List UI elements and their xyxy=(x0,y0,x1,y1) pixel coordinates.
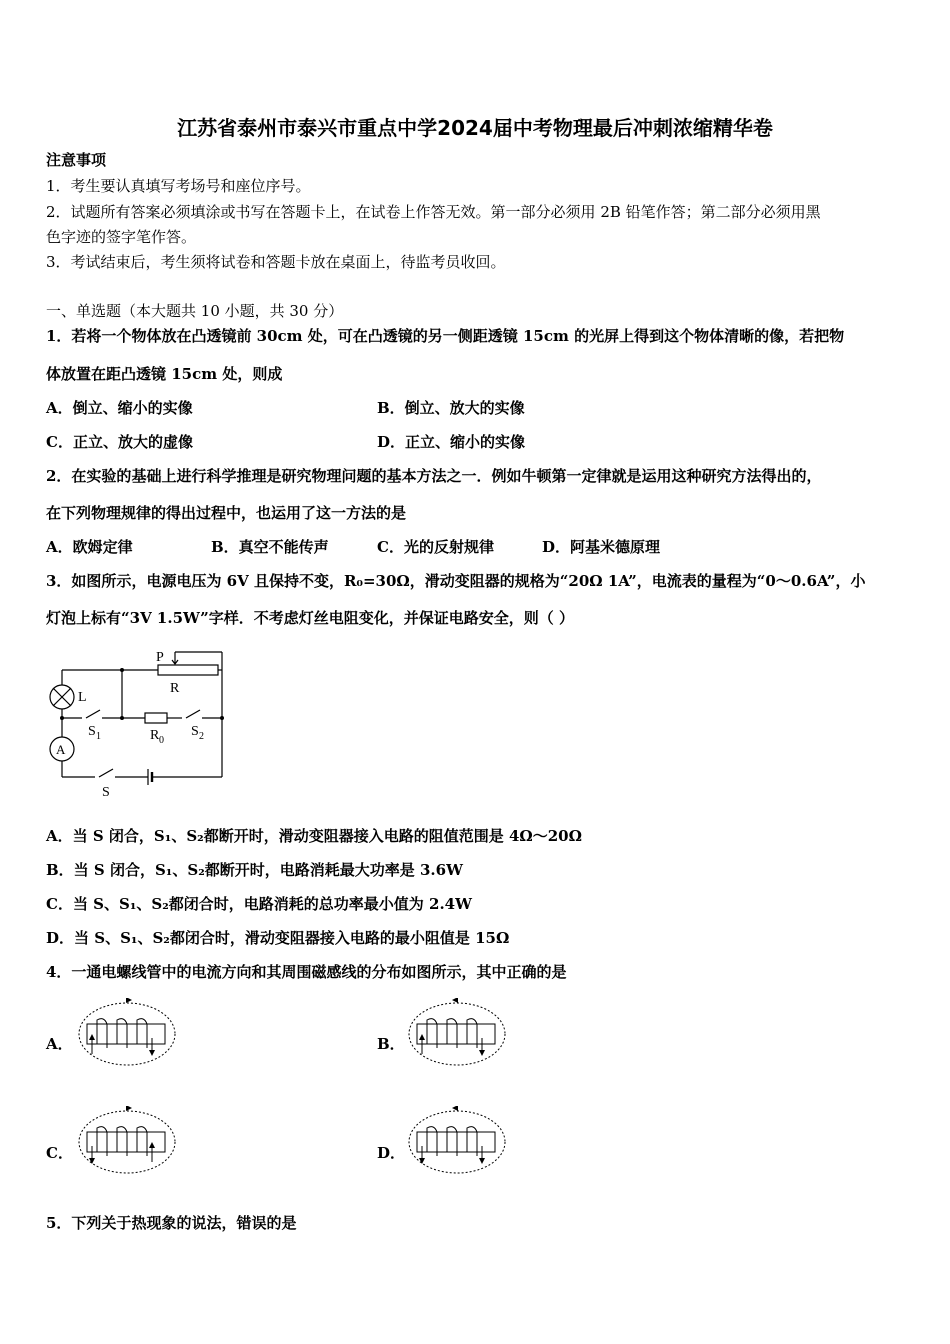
label-R0-sub: 0 xyxy=(159,735,164,746)
notice-heading: 注意事项 xyxy=(46,151,107,169)
section-heading: 一、单选题（本大题共 10 小题，共 30 分） xyxy=(46,302,344,320)
q4-option-d-label: D． xyxy=(377,1144,406,1162)
q2-option-c: C．光的反射规律 xyxy=(377,538,494,556)
label-S: S xyxy=(102,785,110,800)
q3-option-c: C．当 S、S₁、S₂都闭合时，电路消耗的总功率最小值为 2.4W xyxy=(46,895,472,913)
label-A: A xyxy=(56,742,66,757)
label-L: L xyxy=(78,690,87,705)
q4-solenoid-a xyxy=(72,998,182,1070)
q2-option-d: D．阿基米德原理 xyxy=(542,538,661,556)
label-P: P xyxy=(156,650,164,665)
q3-option-a: A．当 S 闭合，S₁、S₂都断开时，滑动变阻器接入电路的阻值范围是 4Ω～20Ω xyxy=(46,827,582,845)
q3-circuit-diagram xyxy=(40,645,240,800)
q1-option-a: A．倒立、缩小的实像 xyxy=(46,399,193,417)
label-S1-sub: 1 xyxy=(96,731,101,742)
q4-solenoid-c xyxy=(72,1106,182,1178)
q4-stem: 4．一通电螺线管中的电流方向和其周围磁感线的分布如图所示，其中正确的是 xyxy=(46,963,567,981)
notice-item-2-cont: 色字迹的签字笔作答。 xyxy=(46,228,197,246)
q1-option-b: B．倒立、放大的实像 xyxy=(377,399,525,417)
q4-solenoid-d xyxy=(402,1106,512,1178)
q4-option-a-label: A． xyxy=(46,1035,73,1053)
q3-stem-line2: 灯泡上标有“3V 1.5W”字样．不考虑灯丝电阻变化，并保证电路安全，则（ ） xyxy=(46,609,574,627)
q1-stem-line1: 1．若将一个物体放在凸透镜前 30cm 处，可在凸透镜的另一侧距透镜 15cm 的光屏上得到这个物体清晰的像，若把物 xyxy=(46,327,845,345)
label-R: R xyxy=(170,681,180,696)
q2-option-b: B．真空不能传声 xyxy=(211,538,329,556)
q2-stem-line1: 2．在实验的基础上进行科学推理是研究物理问题的基本方法之一．例如牛顿第一定律就是运用这种研究方法得出的， xyxy=(46,467,822,485)
label-S2-sub: 2 xyxy=(199,731,204,742)
label-R0: R xyxy=(150,728,160,743)
label-S2: S xyxy=(191,724,199,739)
q2-option-a: A．欧姆定律 xyxy=(46,538,133,556)
notice-item-3: 3．考试结束后，考生须将试卷和答题卡放在桌面上，待监考员收回。 xyxy=(46,253,506,271)
q4-solenoid-b xyxy=(402,998,512,1070)
q3-option-d: D．当 S、S₁、S₂都闭合时，滑动变阻器接入电路的最小阻值是 15Ω xyxy=(46,929,510,947)
q1-option-c: C．正立、放大的虚像 xyxy=(46,433,193,451)
q2-stem-line2: 在下列物理规律的得出过程中，也运用了这一方法的是 xyxy=(46,504,407,522)
q3-option-b: B．当 S 闭合，S₁、S₂都断开时，电路消耗最大功率是 3.6W xyxy=(46,861,463,879)
page-title: 江苏省泰州市泰兴市重点中学2024届中考物理最后冲刺浓缩精华卷 xyxy=(177,116,773,140)
q1-stem-line2: 体放置在距凸透镜 15cm 处，则成 xyxy=(46,365,283,383)
notice-item-1: 1．考生要认真填写考场号和座位序号。 xyxy=(46,177,311,195)
q3-stem-line1: 3．如图所示，电源电压为 6V 且保持不变，R₀=30Ω，滑动变阻器的规格为“20Ω 1A”，电流表的量程为“0～0.6A”，小 xyxy=(46,572,866,590)
label-S1: S xyxy=(88,724,96,739)
q1-option-d: D．正立、缩小的实像 xyxy=(377,433,526,451)
q5-stem: 5．下列关于热现象的说法，错误的是 xyxy=(46,1214,297,1232)
q4-option-c-label: C． xyxy=(46,1144,73,1162)
q4-option-b-label: B． xyxy=(377,1035,405,1053)
notice-item-2: 2．试题所有答案必须填涂或书写在答题卡上，在试卷上作答无效。第一部分必须用 2B 铅笔作答；第二部分必须用黑 xyxy=(46,203,821,221)
